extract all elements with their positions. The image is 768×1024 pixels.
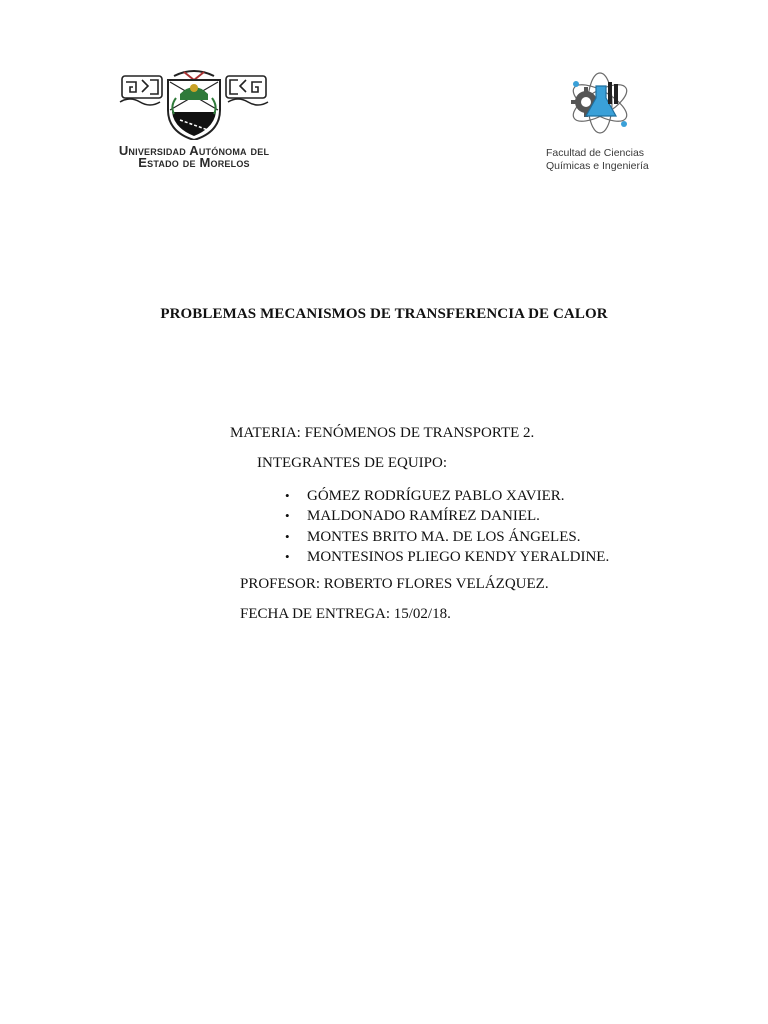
fcqi-logo bbox=[540, 72, 660, 176]
list-item bbox=[285, 527, 609, 547]
uaem-logo bbox=[118, 68, 270, 174]
uaem-name-line1: Universidad Autónoma del bbox=[118, 143, 270, 158]
materia-line: MATERIA: FENÓMENOS DE TRANSPORTE 2. bbox=[230, 425, 535, 441]
profesor-line: PROFESOR: ROBERTO FLORES VELÁZQUEZ. bbox=[240, 576, 549, 592]
member-name: MONTES BRITO MA. DE LOS ÁNGELES. bbox=[307, 528, 581, 545]
uaem-shield-icon bbox=[118, 68, 270, 140]
fcqi-name-line2: Químicas e Ingeniería bbox=[546, 160, 649, 172]
members-list bbox=[285, 486, 609, 567]
uaem-name-line2: Estado de Morelos bbox=[138, 155, 250, 170]
member-name: GÓMEZ RODRÍGUEZ PABLO XAVIER. bbox=[307, 488, 565, 504]
bullet-icon: • bbox=[285, 488, 290, 503]
list-item bbox=[285, 547, 609, 567]
fcqi-name bbox=[546, 147, 666, 173]
member-name: MALDONADO RAMÍREZ DANIEL. bbox=[307, 508, 540, 525]
atom-flask-gear-icon bbox=[566, 72, 634, 134]
member-name: MONTESINOS PLIEGO KENDY YERALDINE. bbox=[307, 548, 610, 565]
fcqi-name-line1: Facultad de Ciencias bbox=[546, 147, 645, 159]
integrantes-heading: INTEGRANTES DE EQUIPO: bbox=[257, 455, 447, 471]
bullet-icon: • bbox=[285, 548, 290, 564]
list-item bbox=[285, 486, 609, 506]
bullet-icon: • bbox=[285, 528, 290, 544]
uaem-name bbox=[118, 145, 270, 169]
fecha-line: FECHA DE ENTREGA: 15/02/18. bbox=[240, 606, 451, 622]
bullet-icon: • bbox=[285, 508, 290, 524]
list-item bbox=[285, 506, 609, 526]
document-title: PROBLEMAS MECANISMOS DE TRANSFERENCIA DE CALOR bbox=[160, 306, 608, 322]
